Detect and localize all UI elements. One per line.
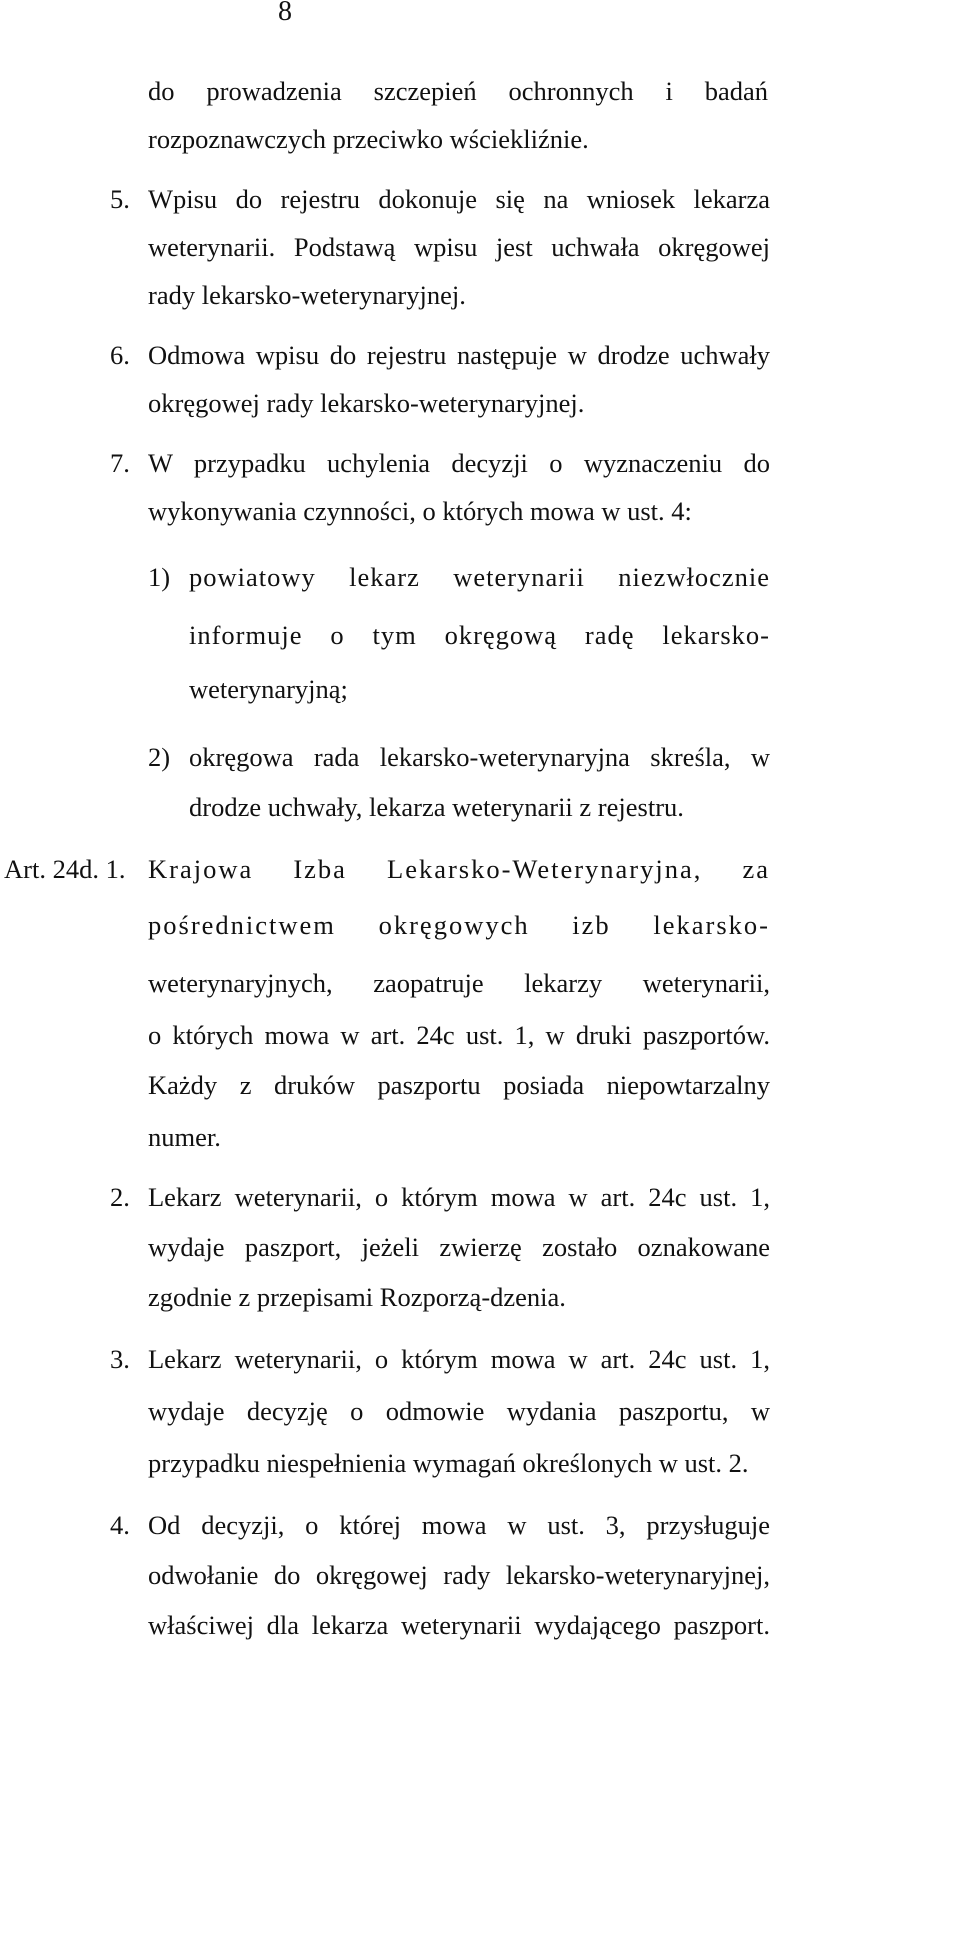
text-line: właściwej dla lekarza weterynarii wydającego paszport.: [148, 1610, 770, 1640]
text-line: zgodnie z przepisami Rozporzą-dzenia.: [148, 1282, 566, 1312]
text-line: powiatowy lekarz weterynarii niezwłocznie: [189, 562, 770, 592]
text-line: odwołanie do okręgowej rady lekarsko-weterynaryjnej,: [148, 1560, 770, 1590]
article-number: Art. 24d. 1.: [4, 854, 126, 884]
point-number: 2): [148, 742, 171, 772]
text-line: informuje o tym okręgową radę lekarsko-: [189, 620, 770, 650]
text-line: weterynaryjną;: [189, 674, 348, 704]
page-number: 8: [278, 0, 292, 27]
text-line: wykonywania czynności, o których mowa w ust. 4:: [148, 496, 692, 526]
text-line: weterynarii. Podstawą wpisu jest uchwała okręgowej: [148, 232, 770, 262]
paragraph-number: 5.: [110, 184, 130, 214]
text-line: do prowadzenia szczepień ochronnych i badań: [148, 76, 768, 106]
paragraph-number: 4.: [110, 1510, 130, 1540]
text-line: Odmowa wpisu do rejestru następuje w drodze uchwały: [148, 340, 770, 370]
text-line: okręgowej rady lekarsko-weterynaryjnej.: [148, 388, 585, 418]
text-line: o których mowa w art. 24c ust. 1, w druki paszportów.: [148, 1020, 770, 1050]
text-line: wydaje decyzję o odmowie wydania paszportu, w: [148, 1396, 770, 1426]
text-line: Lekarz weterynarii, o którym mowa w art. 24c ust. 1,: [148, 1182, 770, 1212]
text-line: przypadku niespełnienia wymagań określonych w ust. 2.: [148, 1448, 749, 1478]
text-line: W przypadku uchylenia decyzji o wyznaczeniu do: [148, 448, 770, 478]
point-number: 1): [148, 562, 171, 592]
text-line: Wpisu do rejestru dokonuje się na wniosek lekarza: [148, 184, 770, 214]
paragraph-number: 6.: [110, 340, 130, 370]
paragraph-number: 3.: [110, 1344, 130, 1374]
text-line: numer.: [148, 1122, 221, 1152]
text-line: Każdy z druków paszportu posiada niepowtarzalny: [148, 1070, 770, 1100]
text-line: drodze uchwały, lekarza weterynarii z rejestru.: [189, 792, 684, 822]
text-line: okręgowa rada lekarsko-weterynaryjna skreśla, w: [189, 742, 770, 772]
text-line: rozpoznawczych przeciwko wściekliźnie.: [148, 124, 589, 154]
paragraph-number: 2.: [110, 1182, 130, 1212]
text-line: Krajowa Izba Lekarsko-Weterynaryjna, za: [148, 854, 770, 884]
text-line: pośrednictwem okręgowych izb lekarsko-: [148, 910, 770, 940]
text-line: rady lekarsko-weterynaryjnej.: [148, 280, 466, 310]
text-line: wydaje paszport, jeżeli zwierzę zostało oznakowane: [148, 1232, 770, 1262]
paragraph-number: 7.: [110, 448, 130, 478]
text-line: Od decyzji, o której mowa w ust. 3, przysługuje: [148, 1510, 770, 1540]
text-line: Lekarz weterynarii, o którym mowa w art. 24c ust. 1,: [148, 1344, 770, 1374]
text-line: weterynaryjnych, zaopatruje lekarzy weterynarii,: [148, 968, 770, 998]
